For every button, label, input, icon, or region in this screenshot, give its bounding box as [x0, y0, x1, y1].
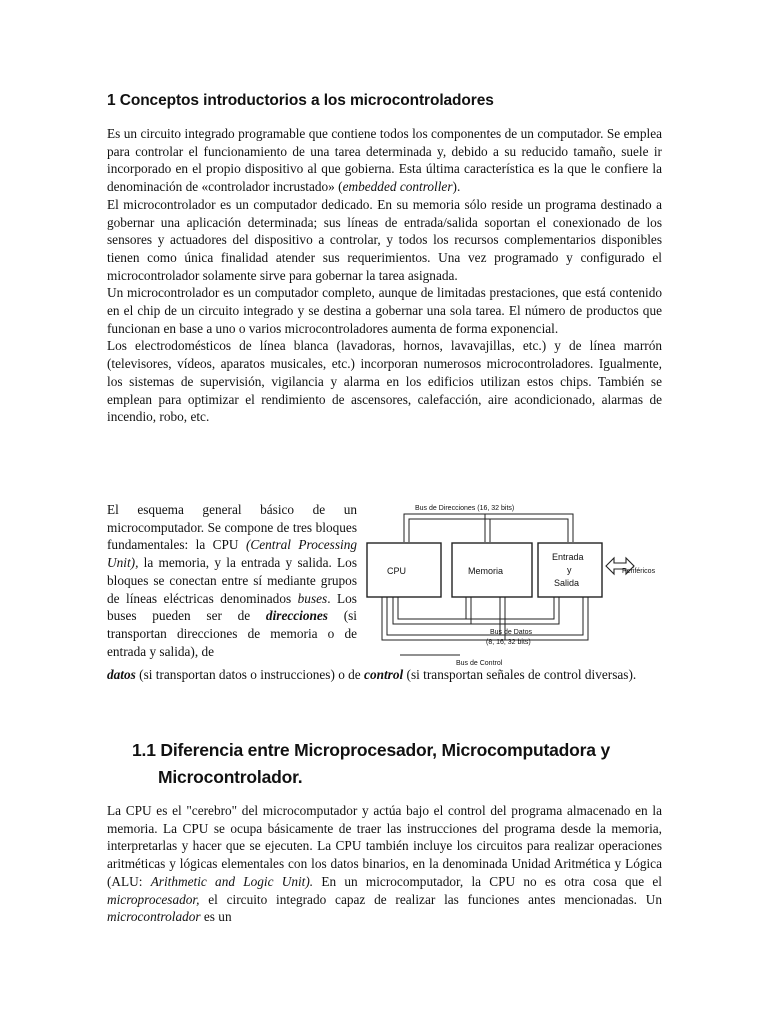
- io-label-line3: Salida: [554, 578, 580, 588]
- paragraph-text: En un microcomputador, la CPU no es otra cosa que el: [313, 873, 662, 889]
- scheme-text-column: [107, 501, 357, 660]
- paragraph-text: (si transportan datos o instrucciones) o de: [135, 667, 365, 682]
- emphasis-text: control: [364, 667, 404, 682]
- paragraph-complete: Un microcontrolador es un computador completo, aunque de limitadas prestaciones, que está contenido en el chip de un circuito integrado y se destina a gobernar una sola tarea. El número de productos que funcionan en base a uno o varios microcontroladores aumenta de forma exponencial.: [107, 285, 662, 336]
- paragraph-text: es un: [200, 909, 232, 925]
- scheme-tail-text: [107, 666, 662, 684]
- data-bus-label-line2: (8, 16, 32 bits): [486, 639, 531, 646]
- paragraph-text: Es un circuito integrado programable que contiene todos los componentes de un computador. Se emplea para controlar el funcionamiento de una tarea determinada y, debido a su reducido tamaño, suele ir incorporado en el propio dispositivo al que gobierna. Esta última característica es la que le confiere la denominación de «controlador incrustado» (: [107, 126, 662, 195]
- control-bus-label: Bus de Control: [456, 660, 503, 667]
- scheme-paragraph-tail: [107, 666, 662, 684]
- subsection-title: [132, 737, 692, 791]
- io-label-line1: Entrada: [552, 552, 584, 562]
- paragraph-text: ).: [452, 179, 461, 195]
- paragraph-text: . Los buses pueden ser de: [107, 590, 357, 624]
- emphasis-text: embedded controller: [342, 179, 453, 195]
- paragraph-definition: [107, 125, 662, 196]
- emphasis-text: (Central Processing Unit),: [107, 537, 358, 571]
- scheme-paragraph: [107, 501, 662, 660]
- emphasis-text: datos: [107, 667, 136, 682]
- paragraph-text: la memoria, y la entrada y salida. Los bloques se conectan entre sí mediante grupos de líneas eléctricas denominados: [107, 555, 357, 606]
- subsection-title-line1: 1.1 Diferencia entre Microprocesador, Microcomputadora y: [132, 740, 610, 760]
- section-title: 1 Conceptos introductorios a los microcontroladores: [107, 92, 494, 109]
- paragraph-text: el circuito integrado capaz de realizar las funciones antes mencionadas. Un: [199, 891, 662, 907]
- cpu-label: CPU: [387, 566, 407, 576]
- paragraph-appliances: Los electrodomésticos de línea blanca (lavadoras, hornos, lavavajillas, etc.) y de línea marrón (televisores, vídeos, aparatos musicales, etc.) incorporan numerosos microcontroladores. Igualmente, los sistemas de supervisión, vigilancia y alarma en los edificios utilizan estos chips. También se emplean para optimizar el rendimiento de ascensores, calefacción, aire acondicionado, alarmas de incendio, robo, etc.: [107, 338, 662, 425]
- paragraph-text: (si transportan señales de control diversas).: [403, 667, 637, 682]
- emphasis-text: microprocesador,: [107, 891, 200, 907]
- io-label-line2: y: [567, 565, 572, 575]
- emphasis-text: buses: [297, 590, 328, 606]
- data-bus-label-line1: Bus de Datos: [490, 629, 533, 636]
- cpu-paragraph: [107, 802, 662, 926]
- paragraph-text: El esquema general básico de un microcomputador. Se compone de tres bloques fundamentales: la CPU: [107, 502, 357, 553]
- memory-label: Memoria: [468, 566, 504, 576]
- emphasis-text: direcciones: [265, 608, 328, 624]
- emphasis-text: Arithmetic and Logic Unit).: [150, 873, 314, 889]
- emphasis-text: microcontrolador: [107, 909, 201, 925]
- peripherals-label: Periféricos: [622, 568, 656, 575]
- address-bus-label: Bus de Direcciones (16, 32 bits): [415, 505, 515, 512]
- paragraph-text: (si transportan direcciones de memoria o de entrada y salida), de: [107, 608, 357, 659]
- paragraph-text: La CPU es el "cerebro" del microcomputador y actúa bajo el control del programa almacenado en la memoria. La CPU se ocupa básicamente de traer las instrucciones del programa desde la memoria, interpretarlas y hacer que se ejecuten. La CPU también incluye los circuitos para realizar operaciones aritméticas y lógicas elementales con los datos binarios, en la denominada Unidad Aritmética y Lógica (ALU:: [107, 803, 662, 889]
- intro-paragraphs: [107, 125, 662, 426]
- subsection-title-line2: Microcontrolador.: [158, 767, 303, 787]
- paragraph-dedicated: El microcontrolador es un computador dedicado. En su memoria sólo reside un programa destinado a gobernar una aplicación determinada; sus líneas de entrada/salida soportan el conexionado de los sensores y actuadores del dispositivo a controlar, y todos los recursos complementarios disponibles tienen como única finalidad atender sus requerimientos. Una vez programado y configurado el microcontrolador solamente sirve para gobernar la tarea asignada.: [107, 196, 662, 283]
- paragraph-cpu: [107, 802, 662, 926]
